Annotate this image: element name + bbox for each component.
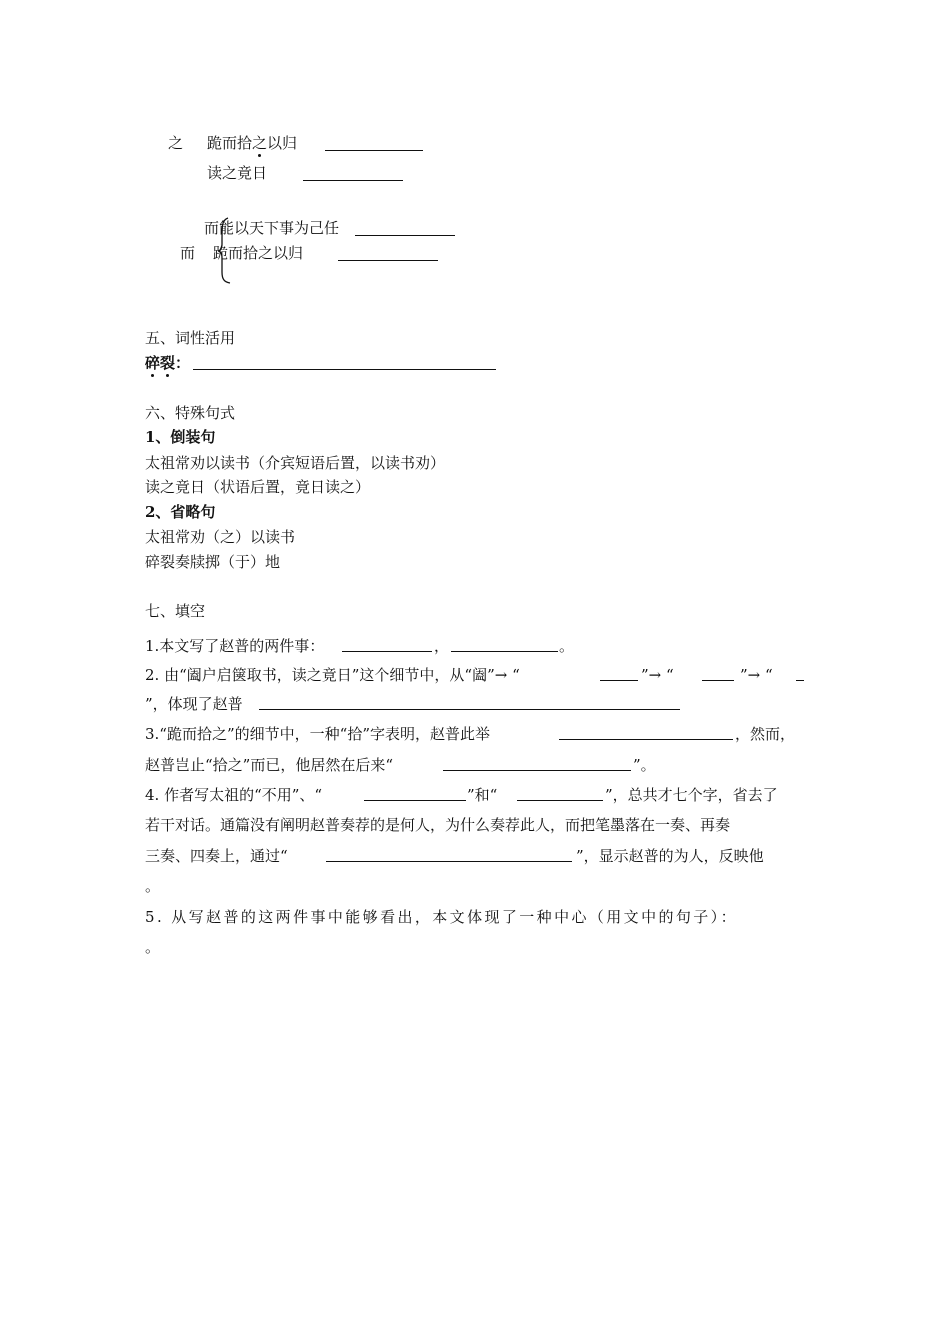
omission-sentence-heading: 2、省略句: [145, 503, 216, 521]
q4-text-mid: ”，总共才七个字，省去了: [605, 786, 778, 804]
q1-comma: ，: [434, 637, 450, 655]
q1-blank-2[interactable]: [451, 651, 558, 652]
q3-blank-1[interactable]: [559, 739, 733, 740]
q2-blank-1[interactable]: [600, 680, 638, 681]
q2-blank-2[interactable]: [702, 680, 734, 681]
er-label: 而: [180, 244, 196, 262]
inverted-example-2: 读之竟日（状语后置，竟日读之）: [145, 478, 371, 496]
q4-line-3-end: ”，显示赵普的为人，反映他: [576, 847, 764, 865]
q4-blank-3[interactable]: [326, 861, 572, 862]
q2-text: 2. 由“阖户启箧取书，读之竟日”这个细节中，从“阖”→ “: [145, 666, 520, 684]
er-blank-2[interactable]: [338, 260, 438, 261]
q3-text-end: ”。: [633, 756, 656, 774]
zhi-blank-1[interactable]: [325, 150, 423, 151]
q3-blank-2[interactable]: [443, 770, 631, 771]
omission-example-1: 太祖常劝（之）以读书: [145, 528, 296, 546]
inverted-example-1: 太祖常劝以读书（介宾短语后置，以读书劝）: [145, 454, 446, 472]
q4-line-3: 三奏、四奏上，通过“: [145, 847, 288, 865]
inverted-sentence-heading: 1、倒装句: [145, 428, 216, 446]
zhi-example-1: 跪而拾之以归: [207, 134, 298, 152]
q4-blank-1[interactable]: [364, 800, 466, 801]
suilie-blank[interactable]: [193, 369, 496, 370]
er-example-1: 而能以天下事为己任: [204, 219, 340, 237]
q3-text-cont: 赵普岂止“拾之”而已，他居然在后来“: [145, 756, 394, 774]
q1-period: 。: [559, 637, 575, 655]
q2-arrow-1: ”→ “: [641, 666, 674, 684]
q2-blank-4[interactable]: [259, 709, 680, 710]
q1-blank-1[interactable]: [342, 651, 432, 652]
section-five-heading: 五、词性活用: [145, 329, 236, 347]
q4-period: 。: [145, 877, 161, 895]
er-blank-1[interactable]: [355, 235, 455, 236]
q4-blank-2[interactable]: [517, 800, 603, 801]
q2-text-cont: ”，体现了赵普: [145, 695, 243, 713]
section-six-heading: 六、特殊句式: [145, 404, 236, 422]
zhi-blank-2[interactable]: [303, 180, 403, 181]
q5-text: 5. 从写赵普的这两件事中能够看出，本文体现了一种中心（用文中的句子）：: [145, 908, 738, 926]
q2-arrow-2: ”→ “: [740, 666, 773, 684]
q4-text: 4. 作者写太祖的“不用”、“: [145, 786, 323, 804]
suilie-label: 碎裂：: [145, 354, 191, 372]
q1-text: 1.本文写了赵普的两件事：: [145, 637, 325, 655]
er-example-2: 跪而拾之以归: [213, 244, 304, 262]
zhi-label: 之: [168, 134, 184, 152]
q4-and: ”和“: [467, 786, 498, 804]
q5-period: 。: [145, 938, 161, 956]
q4-line-2: 若干对话。通篇没有阐明赵普奏荐的是何人，为什么奏荐此人，而把笔墨落在一奏、再奏: [145, 816, 731, 834]
q2-blank-3[interactable]: [796, 680, 804, 681]
q3-text-mid: ，然而，: [735, 725, 796, 743]
omission-example-2: 碎裂奏牍掷（于）地: [145, 553, 281, 571]
q3-text: 3.“跪而拾之”的细节中，一种“拾”字表明，赵普此举: [145, 725, 490, 743]
section-seven-heading: 七、填空: [145, 602, 206, 620]
zhi-example-2: 读之竟日: [207, 164, 268, 182]
